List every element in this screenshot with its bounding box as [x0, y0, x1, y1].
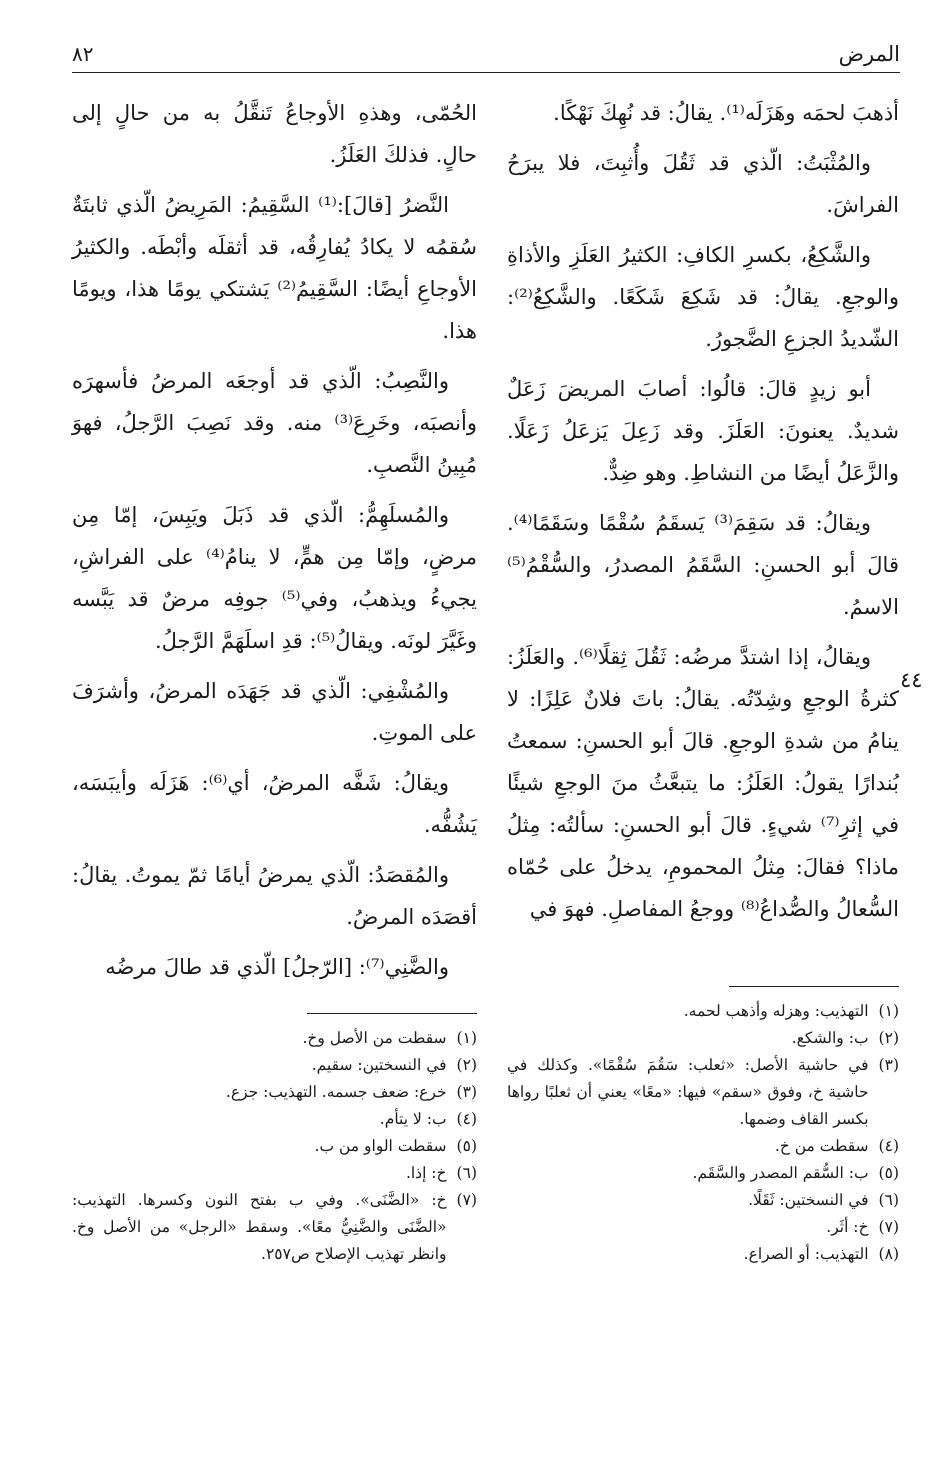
paragraph: ويقالُ: قد سَقِمَ⁽³⁾ يَسقَمُ سُقْمًا وسَقَمًا⁽⁴⁾. قالَ أبو الحسنِ: السَّقَمُ المصدرُ، والسُّقْمُ⁽⁵⁾ الاسمُ.	[507, 511, 899, 619]
footnote-number: (٦)	[456, 1164, 477, 1182]
footnote-rule	[307, 1013, 477, 1014]
paragraph: ويقالُ، إذا اشتدَّ مرضُه: ثَقُلَ ثِقلًا⁽⁶⁾. والعَلَزُ: كثرةُ الوجعِ وشِدّتُه. يقالُ: باتَ فلانٌ عَلِزًا: لا ينامُ من شدةِ الوجعِ. قالَ أبو الحسنِ: سمعتُ بُندارًا يقولُ: العَلَزُ: ما يتبعَّثُ منَ الوجعِ شيئًا في إثرِ⁽⁷⁾ شيءٍ. قالَ أبو الحسنِ: سألتُه: مِثلُ ماذا؟ فقالَ: مِثلُ المحمومِ، يدخلُ على حُمّاه السُّعالُ والصُّداعُ⁽⁸⁾ ووجعُ المفاصلِ. فهوَ في	[507, 645, 899, 921]
footnote-number: (٣)	[878, 1056, 899, 1074]
margin-number: ٤٤	[900, 668, 923, 692]
paragraph: والمُسلَهِمُّ: الّذي قد ذَبَلَ ويَبِسَ، إمّا مِن مرضٍ، وإمّا مِن همٍّ، لا ينامُ⁽⁴⁾ على الفراشِ، يجيءُ ويذهبُ، وفي⁽⁵⁾ جوفِه مرضٌ قد يَبَّسه وغَيَّرَ لونَه. ويقالُ⁽⁵⁾: قدِ اسلَهَمَّ الرَّجلُ.	[72, 503, 478, 653]
footnote-number: (٢)	[878, 1029, 899, 1047]
paragraph: والنَّصِبُ: الّذي قد أوجعَه المرضُ فأسهرَه وأنصبَه، وخَرِعَ⁽³⁾ منه. وقد نَصِبَ الرَّجلُ، فهوَ مُبِينُ النَّصبِ.	[72, 369, 477, 477]
footnote-rule	[729, 986, 899, 987]
paragraph: الحُمّى، وهذهِ الأوجاعُ تَنقَّلُ به من حالٍ إلى حالٍ. فذلكَ العَلَزُ.	[72, 101, 477, 167]
footnote	[507, 998, 899, 1025]
paragraph: أبو زيدٍ قالَ: قالُوا: أصابَ المريضَ زَعَلٌ شديدٌ. يعنونَ: العَلَزَ. وقد زَعِلَ يَزعَلُ زَعَلًا. والزَّعَلُ أيضًا من النشاطِ. وهو ضِدٌّ.	[507, 377, 899, 485]
footnote-text: خ: «الضَّنَى». وفي ب بفتح النون وكسرها. التهذيب: «الضَّنَى والضَّنِيُّ معًا». وسقط «الرجل» من الأصل وخ. وانظر تهذيب الإصلاح ص٢٥٧.	[72, 1191, 447, 1263]
footnote-number: (٧)	[456, 1191, 477, 1209]
paragraph: والضَّنِي⁽⁷⁾: [الرّجلُ] الّذي قد طالَ مرضُه	[105, 955, 449, 979]
footnote	[72, 1187, 477, 1268]
footnote	[72, 1160, 477, 1187]
paragraph: والمُقصَدُ: الّذي يمرضُ أيامًا ثمّ يموتُ. يقالُ: أقصَدَه المرضُ.	[72, 863, 477, 929]
footnote-text: في النسختين: سقيم.	[311, 1056, 447, 1074]
footnote-number: (٣)	[456, 1083, 477, 1101]
footnote-text: ب: السُّقم المصدر والسَّقَم.	[692, 1164, 869, 1182]
footnote-number: (٧)	[878, 1218, 899, 1236]
footnote-text: سقطت من الأصل وخ.	[302, 1029, 447, 1047]
footnote	[72, 1133, 477, 1160]
right-footnotes	[507, 998, 899, 1268]
footnote-number: (٦)	[878, 1191, 899, 1209]
footnote-number: (٤)	[878, 1137, 899, 1155]
paragraph: والشَّكِعُ، بكسرِ الكافِ: الكثيرُ العَلَزِ والأذاةِ والوجعِ. يقالُ: قد شَكِعَ شَكَعًا. والشَّكِعُ⁽²⁾: الشّديدُ الجزعِ الضَّجورُ.	[507, 243, 899, 351]
footnote	[507, 1241, 899, 1268]
footnote-number: (٢)	[456, 1056, 477, 1074]
footnote-number: (٥)	[456, 1137, 477, 1155]
footnote-number: (٥)	[878, 1164, 899, 1182]
footnote	[72, 1106, 477, 1133]
footnote	[72, 1025, 477, 1052]
right-column	[507, 92, 899, 938]
running-title: المرض	[838, 42, 900, 66]
page-header	[72, 38, 900, 73]
footnote-text: في النسختين: ثَقَلًا.	[748, 1191, 869, 1209]
paragraph: والمُثْبَتُ: الّذي قد ثَقُلَ وأُثبِتَ، فلا يبرَحُ الفراشَ.	[507, 151, 899, 217]
footnote	[507, 1160, 899, 1187]
footnote-text: التهذيب: أو الصراع.	[743, 1245, 869, 1263]
footnote-number: (١)	[456, 1029, 477, 1047]
footnote	[507, 1187, 899, 1214]
page-number: ٨٢	[72, 42, 94, 66]
footnote	[507, 1025, 899, 1052]
paragraph: أذهبَ لحمَه وهَزَلَه⁽¹⁾. يقالُ: قد نُهِكَ نَهْكًا.	[553, 101, 899, 125]
footnote-text: ب: لا يتأم.	[379, 1110, 447, 1128]
footnote	[507, 1052, 899, 1133]
paragraph: والمُشْفِي: الّذي قد جَهَدَه المرضُ، وأشرَفَ على الموتِ.	[72, 679, 477, 745]
footnote-number: (٨)	[878, 1245, 899, 1263]
left-column	[72, 92, 477, 996]
footnote-text: خ: إذا.	[405, 1164, 447, 1182]
footnote-text: سقطت الواو من ب.	[314, 1137, 447, 1155]
footnote	[507, 1214, 899, 1241]
footnote	[507, 1133, 899, 1160]
left-footnotes	[72, 1025, 477, 1268]
footnote-text: في حاشية الأصل: «ثعلب: سَقُمَ سُقْمًا». وكذلك في حاشية خ، وفوق «سقم» فيها: «معًا» يعني أن ثعلبًا رواها بكسر القاف وضمها.	[507, 1056, 869, 1128]
footnote	[72, 1079, 477, 1106]
paragraph: ويقالُ: شَفَّه المرضُ، أي⁽⁶⁾: هَزَلَه وأيبَسَه، يَشُفُّه.	[72, 771, 477, 837]
footnote-text: سقطت من خ.	[774, 1137, 869, 1155]
footnote-text: خ: أثَر.	[826, 1218, 869, 1236]
footnote-number: (١)	[878, 1002, 899, 1020]
footnote-text: التهذيب: وهزله وأذهب لحمه.	[683, 1002, 869, 1020]
footnote-text: خرع: ضعف جسمه. التهذيب: جزع.	[225, 1083, 447, 1101]
footnote	[72, 1052, 477, 1079]
footnote-number: (٤)	[456, 1110, 477, 1128]
footnote-text: ب: والشكع.	[791, 1029, 869, 1047]
paragraph: النَّضرُ [قالَ]:⁽¹⁾ السَّقِيمُ: المَرِيضُ الّذي ثابتَةٌ سُقمُه لا يكادُ يُفارِقُه، قد أثقلَه وأبْطَه. والكثيرُ الأوجاعِ أيضًا: السَّقِيمُ⁽²⁾ يَشتكي يومًا هذا، ويومًا هذا.	[72, 193, 478, 343]
